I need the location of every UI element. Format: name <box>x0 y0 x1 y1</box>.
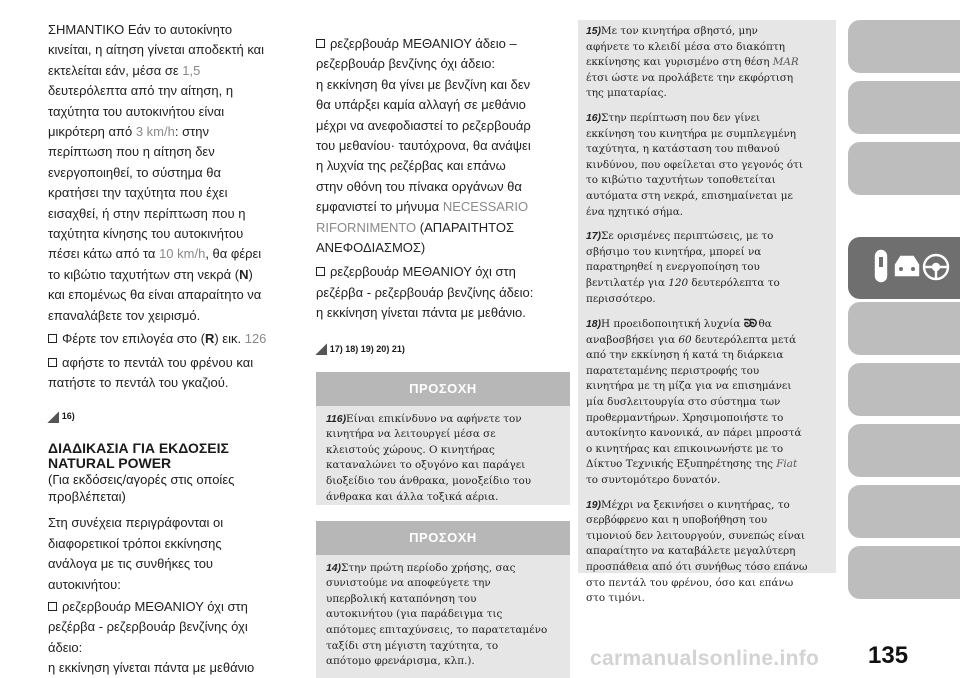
bullet-petrol-empty: ρεζερβουάρ ΜΕΘΑΝΙΟΥ όχι στη ρεζέρβα - ρεζερβουάρ βενζίνης άδειο: η εκκίνηση γίνεται πάντα με μεθάνιο. <box>316 264 534 321</box>
page-number: 135 <box>868 642 909 669</box>
note-16: 16)Στην περίπτωση που δεν γίνει εκκίνηση του κινητήρα με συμπλεγμένη ταχύτητα, η κατάσταση του πιθανού κινδύνου, που οφείλεται στο γεγονός ότι το κιβώτιο ταχυτήτων τοποθετείται αυτόματα στη νεκρά, επισημαίνεται με ένα ηχητικό σήμα. <box>586 111 803 218</box>
checkbox-square-icon <box>316 267 325 276</box>
warning-text: 116)Είναι επικίνδυνο να αφήνετε τον κινητήρα να λειτουργεί μέσα σε κλειστούς χώρους. Ο κινητήρας καταναλώνει το οξυγόνο και παράγει διοξείδιο του άνθρακα, μονοξείδιο του άνθρακα και άλλα τοξικά αέρια. <box>316 406 570 505</box>
warning-title: ΠΡΟΣΟΧΗ <box>316 521 570 555</box>
column-right <box>578 20 836 605</box>
sidebar-tab-6[interactable] <box>848 363 960 416</box>
warning-box-116 <box>316 372 570 505</box>
steering-wheel-icon <box>924 255 948 279</box>
sidebar-tab-8[interactable] <box>848 485 960 538</box>
note-triangle-icon: ◢ <box>316 340 327 357</box>
checkbox-square-icon <box>316 39 325 48</box>
bullet-methane-empty: ρεζερβουάρ ΜΕΘΑΝΙΟΥ άδειο – ρεζερβουάρ βενζίνης όχι άδειο: η εκκίνηση θα γίνει με βενζίνη και δεν θα υπάρξει καμία αλλαγή σε μεθάνιο μέχρι να ανεφοδιαστεί το ρεζερβουάρ του μεθανίου· ταυτόχρονα, θα ανάψει η λυχνία της ρεζέρβας και επάνω στην οθόνη του πίνακα οργάνων θα εμφανιστεί το μήνυμα NECESSARIO RIFORNIMENTO (ΑΠΑΡΑΙΤΗΤΟΣ ΑΝΕΦΟΔΙΑΣΜΟΣ) <box>316 36 531 256</box>
checkbox-square-icon <box>48 602 57 611</box>
warning-text: 14)Στην πρώτη περίοδο χρήσης, σας συνιστούμε να αποφεύγετε την υπερβολική καταπόνηση του αυτοκινήτου (για παράδειγμα τις απότομες επιταχύνσεις, το παρατεταμένο ταξίδι στη μέγιστη ταχύτητα, το απότομο φρενάρισμα, κλπ.). <box>316 555 570 678</box>
bullet-methane-not-reserve: ρεζερβουάρ ΜΕΘΑΝΙΟΥ όχι στη ρεζέρβα - ρεζερβουάρ βενζίνης όχι άδειο: η εκκίνηση γίνεται πάντα με μεθάνιο <box>48 598 255 676</box>
section-title: ΔΙΑΔΙΚΑΣΙΑ ΓΙΑ ΕΚΔΟΣΕΙΣ NATURAL POWER <box>48 440 229 472</box>
column-middle <box>316 34 570 678</box>
sidebar-tab-3[interactable] <box>848 142 960 195</box>
note-18: 18)Η προειδοποιητική λυχνία ᘐᘐ θα αναβοσβήσει για 60 δευτερόλεπτα μετά από την εκκίνηση ή κατά τη διάρκεια παρατεταμένης περιστροφής του κινητήρα με τη μίζα για να επισημάνει μία δυσλειτουργία στο σύστημα των προθερμαντήρων. Χρησιμοποιήστε το αυτοκίνητο κανονικά, αν πάρει μπροστά ο κινητήρας και επικοινωνήστε με το Δίκτυο Τεχνικής Εξυπηρέτησης της Fiat το συντομότερο δυνατόν. <box>586 317 802 487</box>
warning-title: ΠΡΟΣΟΧΗ <box>316 372 570 406</box>
bullet-select-reverse: Φέρτε τον επιλογέα στο (R) εικ. 126 <box>48 329 298 349</box>
bullet-release-brake: αφήστε το πεντάλ του φρένου και πατήστε το πεντάλ του γκαζιού. <box>48 354 254 390</box>
section-subtitle: (Για εκδόσεις/αγορές στις οποίες προβλέπεται) <box>48 472 235 505</box>
note-19: 19)Μέχρι να ξεκινήσει ο κινητήρας, το σερβόφρενο και η υποβοήθηση του τιμονιού δεν λειτουργούν, συνεπώς είναι απαραίτητο να καταβάλετε μεγαλύτερη προσπάθεια από ότι συνήθως τόσο επάνω στο πεντάλ του φρένου, όσο και επάνω στο τιμόνι. <box>586 498 808 605</box>
sidebar-tab-5[interactable] <box>848 302 960 355</box>
sidebar-tab-2[interactable] <box>848 81 960 134</box>
column-left <box>48 20 298 678</box>
paragraph-intro: Στη συνέχεια περιγράφονται οι διαφορετικοί τρόποι εκκίνησης ανάλογα με τις συνθήκες του αυτοκινήτου: <box>48 515 224 592</box>
glow-plug-lamp-icon: ᘐᘐ <box>743 317 756 331</box>
car-icon <box>896 257 918 275</box>
checkbox-square-icon <box>48 334 57 343</box>
sidebar-tab-9[interactable] <box>848 546 960 599</box>
note-reference: ◢ 16) <box>48 407 75 424</box>
note-triangle-icon: ◢ <box>48 407 59 424</box>
sidebar-tab-1[interactable] <box>848 20 960 73</box>
checkbox-square-icon <box>48 358 57 367</box>
starting-driving-icons <box>872 247 952 287</box>
sidebar-tab-7[interactable] <box>848 424 960 477</box>
figure-reference-link[interactable]: 126 <box>244 331 267 347</box>
notes-box <box>578 20 836 605</box>
watermark: carmanualsonline.info <box>590 647 820 670</box>
key-icon <box>876 251 886 281</box>
warning-box-14 <box>316 521 570 678</box>
note-15: 15)Με τον κινητήρα σβηστό, μην αφήνετε το κλειδί μέσα στο διακόπτη εκκίνησης και γυρισμένο στη θέση MAR έτσι ώστε να προλάβετε την εκφόρτιση της μπαταρίας. <box>586 25 799 100</box>
note-17: 17)Σε ορισμένες περιπτώσεις, με το σβήσιμο του κινητήρα, μπορεί να παρατηρηθεί η ενεργοποίηση του βεντιλατέρ για 120 δευτερόλεπτα το περισσότερο. <box>586 230 780 305</box>
paragraph-important: ΣΗΜΑΝΤΙΚΟ Εάν το αυτοκίνητο κινείται, η αίτηση γίνεται αποδεκτή και εκτελείται εάν, μέσα σε 1,5 δευτερόλεπτα από την αίτηση, η ταχύτητα του αυτοκινήτου είναι μικρότερη από 3 km/h: στην περίπτωση που η αίτηση δεν ενεργοποιηθεί, το σύστημα θα κρατήσει την ταχύτητα που έχει εισαχθεί, ή στην περίπτωση που η ταχύτητα κίνησης του αυτοκινήτου πέσει κάτω από τα 10 km/h, θα φέρει το κιβώτιο ταχυτήτων στη νεκρά (N) και επομένως θα είναι απαραίτητο να επαναλάβετε τον χειρισμό. <box>48 22 265 323</box>
note-references: ◢ 17) 18) 19) 20) 21) <box>316 340 405 357</box>
